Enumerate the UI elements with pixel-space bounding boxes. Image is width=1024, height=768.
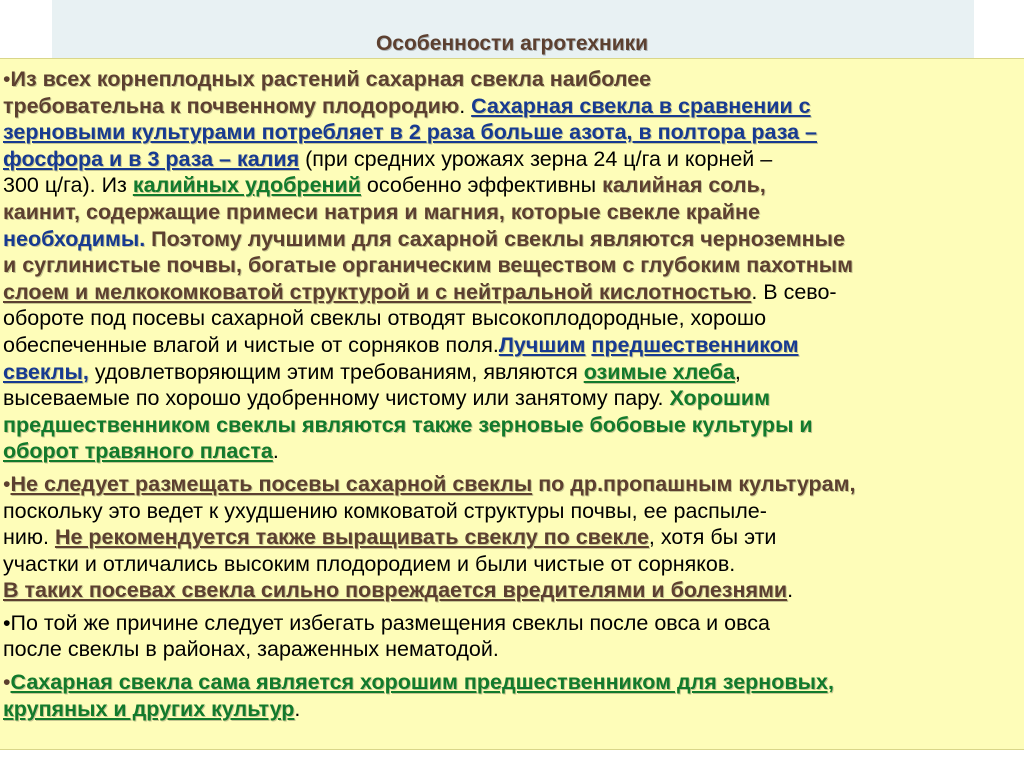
text-run: калийных удобрений (132, 173, 361, 198)
text-run: свеклы, (3, 359, 89, 384)
text-line (3, 172, 1024, 199)
paragraph-good-predecessor (3, 669, 1024, 722)
text-line (3, 696, 1024, 723)
text-run: после свеклы в районах, зараженных нематодой. (3, 637, 499, 662)
text-run: Хорошим (669, 386, 770, 411)
text-run: фосфора и в 3 раза – калия (3, 146, 300, 171)
text-run: . (294, 696, 301, 721)
bottom-strip (0, 750, 1024, 768)
text-run: и суглинистые почвы, богатые органическим веществом с глубоким пахотным (3, 253, 854, 278)
text-run: калийная соль, (602, 173, 766, 198)
text-line (3, 332, 1024, 359)
paragraph-fertility (3, 66, 1024, 465)
text-run: (при средних урожаях зерна 24 ц/га и корней – (299, 146, 773, 171)
text-run: по др.пропашным культурам, (532, 471, 856, 496)
text-line (3, 66, 1024, 93)
text-run: необходимы. (3, 226, 152, 251)
text-run: Поэтому лучшими для сахарной свеклы являются черноземные (151, 226, 845, 251)
text-run: обеспеченные влагой и чистые от сорняков поля. (3, 332, 499, 357)
page-title: Особенности агротехники (375, 32, 649, 55)
text-run: крупяных и других культур (3, 696, 295, 721)
text-line (3, 226, 1024, 253)
text-run: По той же причине следует избегать размещения свеклы после овса и овса (10, 610, 770, 635)
text-line (3, 438, 1024, 465)
text-run: , (734, 359, 741, 384)
text-run: Не следует размещать посевы сахарной свеклы (10, 471, 533, 496)
bullet-icon: • (3, 67, 11, 91)
text-run: оборот травяного пласта (3, 439, 273, 464)
text-run: . (459, 93, 472, 118)
text-line (3, 199, 1024, 226)
text-run: , хотя бы эти (648, 525, 777, 550)
text-run: обороте под посевы сахарной свеклы отводят высокоплодородные, хорошо (3, 306, 767, 331)
bullet-icon: • (3, 471, 11, 496)
text-line (3, 359, 1024, 386)
text-line (3, 524, 1024, 551)
text-line (3, 669, 1024, 696)
text-line (3, 412, 1024, 439)
text-run: . (272, 439, 279, 464)
text-run: требовательна к почвенному плодородию (3, 93, 460, 118)
text-line (3, 610, 1024, 637)
paragraph-nematode (3, 610, 1024, 663)
text-line (3, 471, 1024, 498)
text-run: зерновыми культурами потребляет в 2 раза больше азота, в полтора раза – (3, 120, 818, 145)
text-run: предшественником (591, 332, 799, 357)
text-run: предшественником свеклы являются также зерновые бобовые культуры и (3, 412, 813, 437)
text-run: Не рекомендуется также выращивать свеклу по свекле (54, 525, 649, 550)
text-run: Сахарная свекла сама является хорошим предшественником для зерновых, (10, 670, 834, 695)
text-line (3, 305, 1024, 332)
text-run: каинит, содержащие примеси натрия и магния, которые свекле крайне (3, 199, 760, 224)
text-run: слоем и мелкокомковатой структурой и с нейтральной кислотностью (3, 279, 752, 304)
text-line (3, 119, 1024, 146)
text-line (3, 577, 1024, 604)
text-run: . В сево- (751, 279, 837, 304)
text-run: озимые хлеба (583, 359, 735, 384)
text-run: 300 ц/га). Из (3, 173, 133, 198)
text-run: особенно эффективны (360, 173, 603, 198)
text-run: . (787, 578, 794, 603)
content-box (0, 58, 1024, 750)
text-run: Сахарная свекла в сравнении с (471, 93, 811, 118)
bullet-icon: • (3, 610, 11, 635)
text-line (3, 385, 1024, 412)
text-line (3, 146, 1024, 173)
text-run: удовлетворяющим этим требованиям, являются (88, 359, 584, 384)
text-line (3, 636, 1024, 663)
text-run: В таких посевах свекла сильно повреждается вредителями и болезнями (3, 578, 788, 603)
text-run: участки и отличались высоким плодородием и были чистые от сорняков. (3, 551, 736, 576)
text-run: Лучшим (498, 332, 586, 357)
text-line (3, 551, 1024, 578)
text-run: Из всех корнеплодных растений сахарная свекла наиболее (10, 67, 652, 91)
text-line (3, 252, 1024, 279)
bullet-icon: • (3, 670, 11, 695)
text-line (3, 279, 1024, 306)
text-run: нию. (3, 525, 55, 550)
text-line (3, 498, 1024, 525)
text-line (3, 93, 1024, 120)
text-run: высеваемые по хорошо удобренному чистому или занятому пару. (3, 386, 670, 411)
paragraph-crop-rotation-warning (3, 471, 1024, 604)
text-run: поскольку это ведет к ухудшению комковатой структуры почвы, ее распыле- (3, 498, 767, 523)
